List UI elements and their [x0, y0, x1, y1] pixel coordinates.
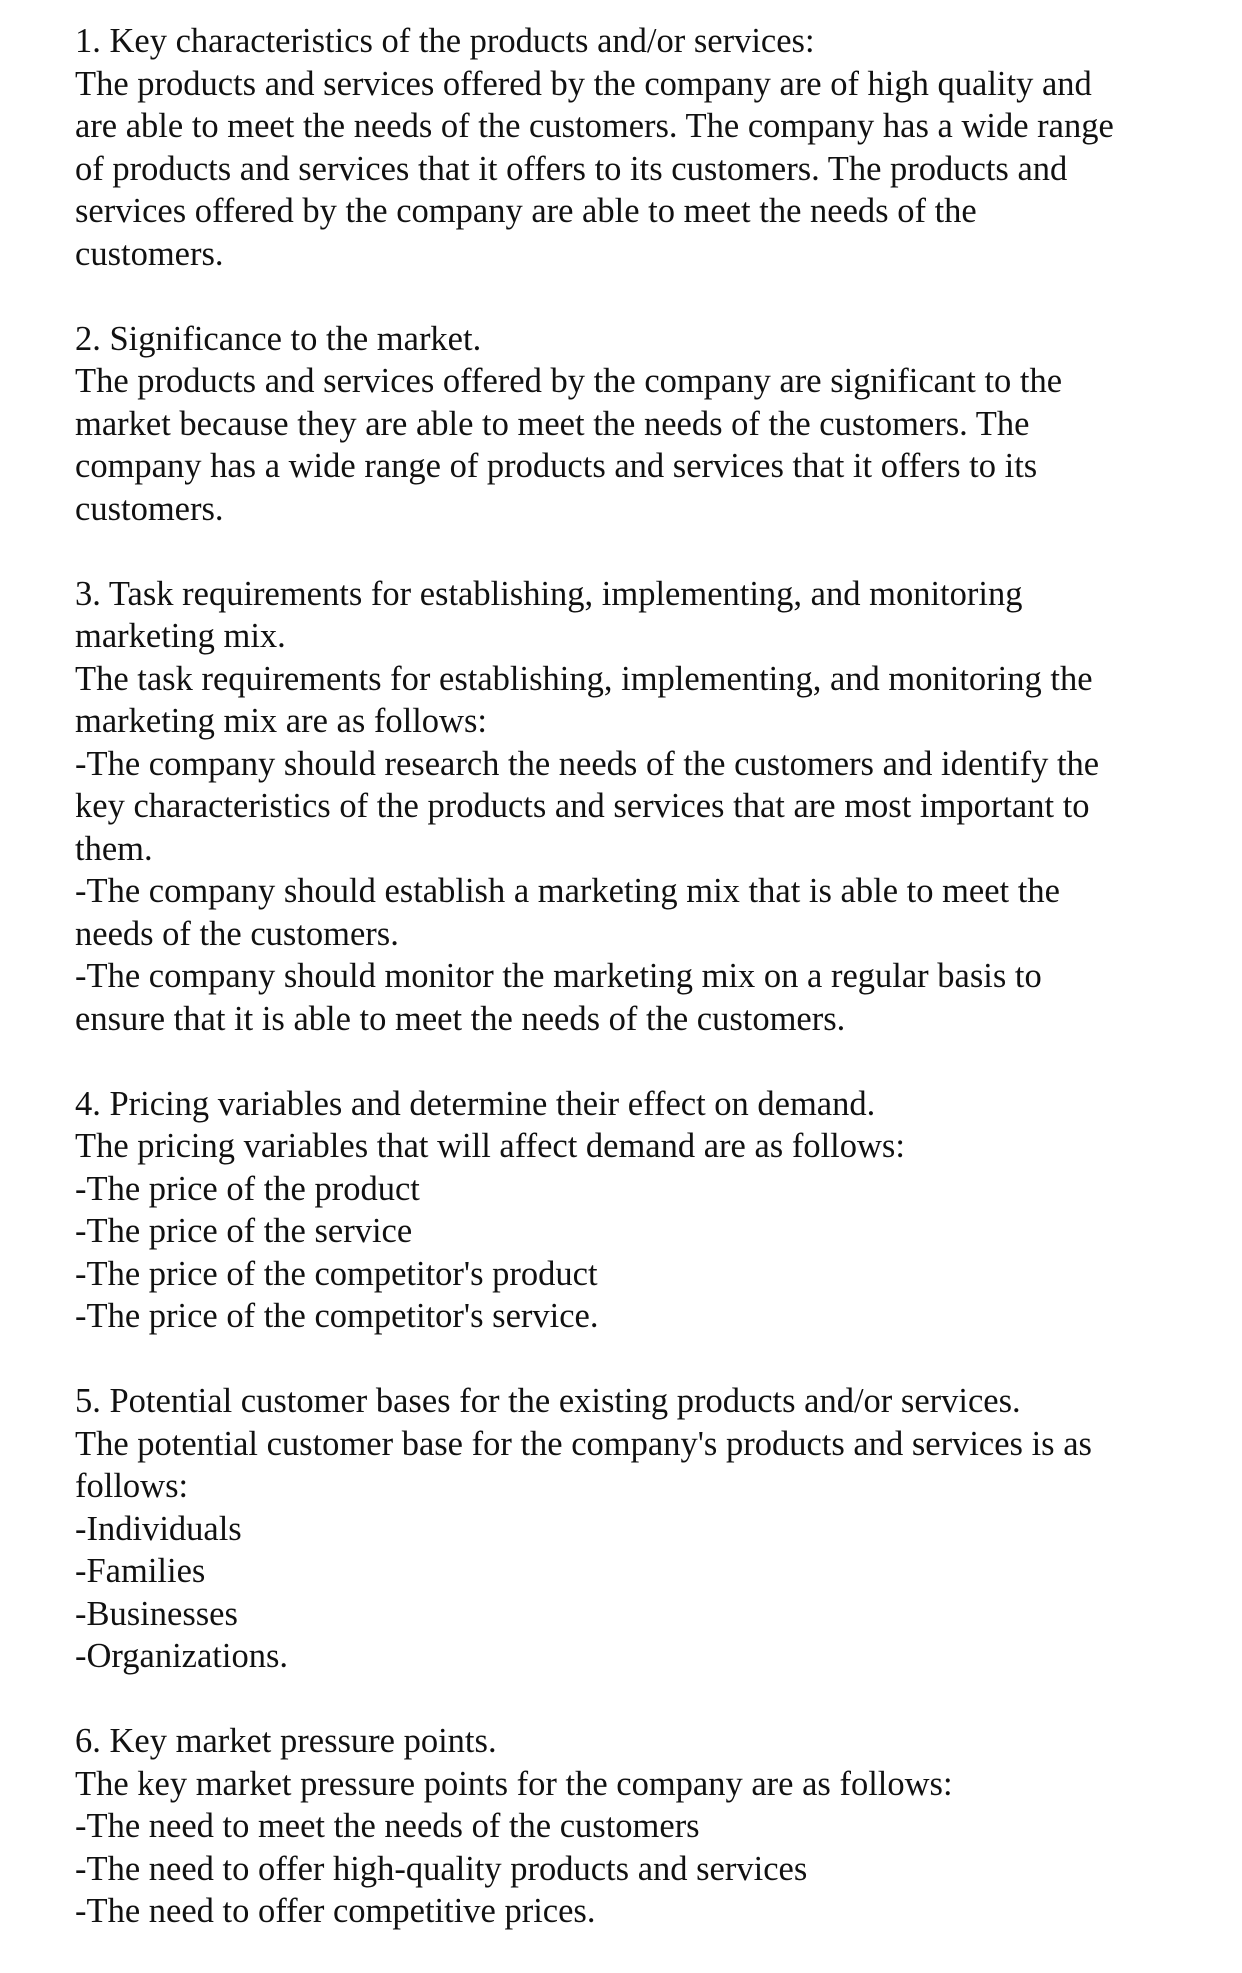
section-heading: 4. Pricing variables and determine their effect on demand.: [75, 1084, 876, 1123]
list-item: -The price of the product: [75, 1169, 420, 1208]
paragraph-line: The potential customer base for the company's products and services is as: [75, 1424, 1092, 1463]
section-pricing-variables: [75, 1083, 1205, 1338]
section-customer-bases: [75, 1380, 1205, 1678]
section-heading: 6. Key market pressure points.: [75, 1722, 497, 1760]
paragraph-line: follows:: [75, 1467, 189, 1505]
section-key-characteristics: [75, 20, 1205, 275]
list-item: -Individuals: [75, 1509, 242, 1548]
paragraph-line: of products and services that it offers to its customers. The products and: [75, 149, 1068, 188]
list-item: -The price of the service: [75, 1212, 413, 1250]
list-item: -The company should research the needs of the customers and identify the: [75, 744, 1100, 783]
list-item: -The company should monitor the marketing mix on a regular basis to: [75, 957, 1042, 995]
paragraph-line: marketing mix are as follows:: [75, 702, 487, 740]
list-item: -The price of the competitor's service.: [75, 1297, 599, 1335]
list-item: -Organizations.: [75, 1637, 289, 1675]
paragraph-line: The products and services offered by the company are of high quality and: [75, 64, 1092, 103]
list-item: -The company should establish a marketing mix that is able to meet the: [75, 872, 1060, 910]
list-item: -The need to meet the needs of the customers: [75, 1807, 700, 1845]
list-item: them.: [75, 829, 153, 868]
section-market-pressure-points: [75, 1720, 1205, 1933]
document-body: [75, 20, 1205, 1933]
paragraph-line: market because they are able to meet the needs of the customers. The: [75, 404, 1030, 443]
list-item: -Businesses: [75, 1594, 238, 1633]
list-item: -The need to offer high-quality products and services: [75, 1849, 808, 1888]
list-item: -The price of the competitor's product: [75, 1254, 598, 1293]
section-heading: 5. Potential customer bases for the existing products and/or services.: [75, 1382, 1021, 1420]
paragraph-line: are able to meet the needs of the customers. The company has a wide range: [75, 107, 1114, 145]
paragraph-line: The pricing variables that will affect demand are as follows:: [75, 1127, 905, 1165]
paragraph-line: company has a wide range of products and services that it offers to its: [75, 447, 1038, 485]
section-heading: 1. Key characteristics of the products and/or services:: [75, 22, 815, 60]
paragraph-line: The products and services offered by the company are significant to the: [75, 362, 1063, 400]
paragraph-line: The key market pressure points for the company are as follows:: [75, 1764, 953, 1803]
list-item: -The need to offer competitive prices.: [75, 1892, 596, 1930]
paragraph-line: services offered by the company are able to meet the needs of the: [75, 192, 977, 230]
paragraph-line: customers.: [75, 489, 224, 528]
paragraph-line: customers.: [75, 234, 224, 273]
section-heading: marketing mix.: [75, 617, 286, 655]
paragraph-line: The task requirements for establishing, implementing, and monitoring the: [75, 659, 1093, 698]
section-significance-to-market: [75, 318, 1205, 531]
list-item: needs of the customers.: [75, 914, 399, 953]
list-item: -Families: [75, 1552, 206, 1590]
section-heading: 3. Task requirements for establishing, implementing, and monitoring: [75, 574, 1023, 613]
section-heading: 2. Significance to the market.: [75, 319, 482, 358]
list-item: key characteristics of the products and services that are most important to: [75, 787, 1090, 825]
list-item: ensure that it is able to meet the needs of the customers.: [75, 999, 846, 1038]
section-task-requirements: [75, 573, 1205, 1041]
